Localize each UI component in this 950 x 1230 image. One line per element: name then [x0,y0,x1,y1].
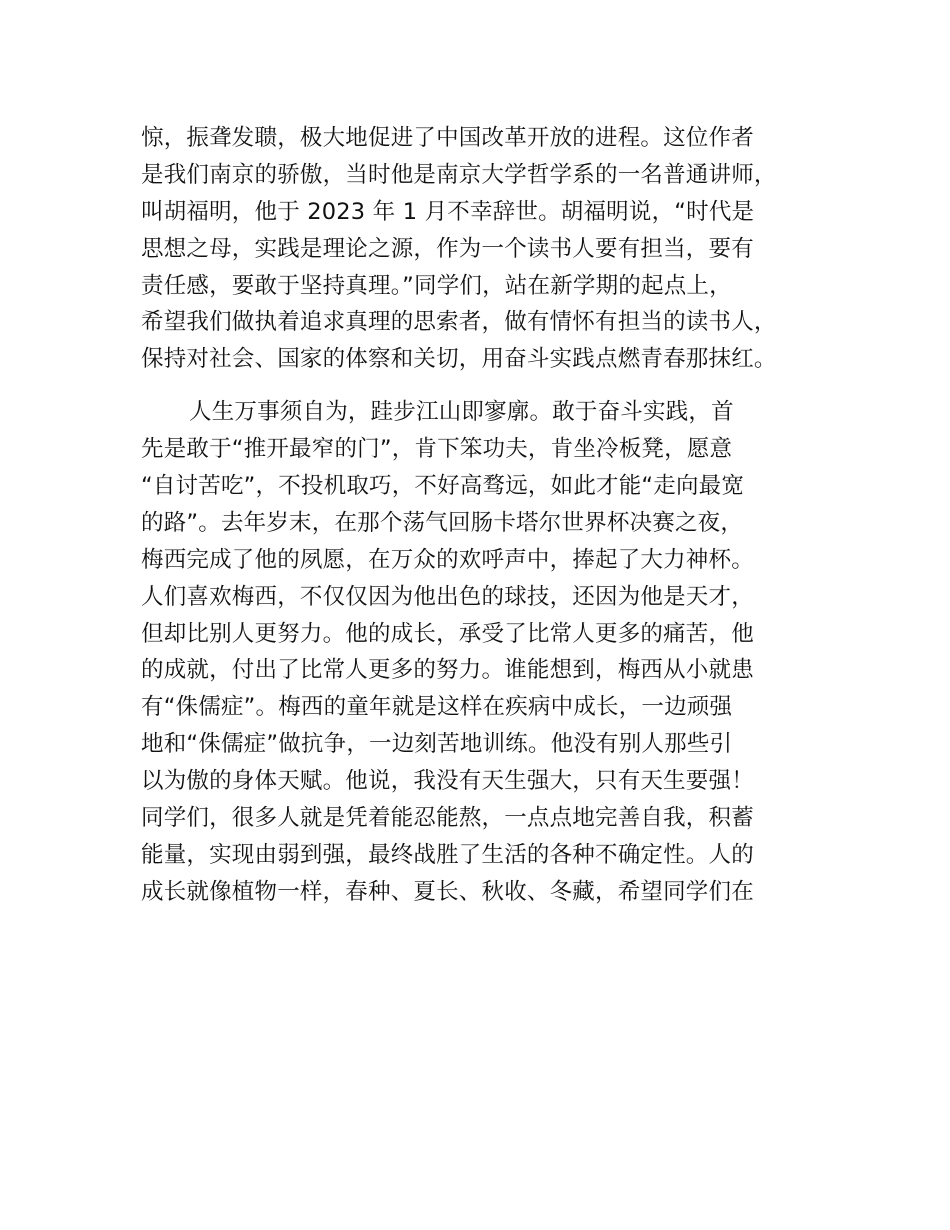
text-line: 思想之母，实践是理论之源，作为一个读书人要有担当，要有 [141,235,754,262]
text-line: 的成就，付出了比常人更多的努力。谁能想到，梅西从小就患 [141,657,754,684]
text-line: 希望我们做执着追求真理的思索者，做有情怀有担当的读书人， [141,309,777,336]
text-line: 先是敢于“推开最窄的门”，肯下笨功夫，肯坐冷板凳，愿意 [141,436,733,463]
text-line: 保持对社会、国家的体察和关切，用奋斗实践点燃青春那抹红。 [141,346,777,373]
text-line: 成长就像植物一样，春种、夏长、秋收、冬藏，希望同学们在 [141,878,754,905]
paragraph-1 [141,120,841,378]
text-line: 责任感，要敢于坚持真理。”同学们，站在新学期的起点上， [141,272,732,299]
text-line: “自讨苦吃”，不投机取巧，不好高骛远，如此才能“走向最宽 [141,473,745,500]
text-line: 人生万事须自为，跬步江山即寥廓。敢于奋斗实践，首 [189,399,734,426]
text-line: 惊，振聋发聩，极大地促进了中国改革开放的进程。这位作者 [141,125,754,151]
text-line: 地和“侏儒症”做抗争，一边刻苦地训练。他没有别人那些引 [141,731,733,758]
text-line: 是我们南京的骄傲，当时他是南京大学哲学系的一名普通讲师， [141,161,777,188]
text-line: 同学们，很多人就是凭着能忍能熬，一点点地完善自我，积蓄 [141,805,754,832]
paragraph-2 [141,394,841,910]
body-text [141,120,841,911]
text-line: 有“侏儒症”。梅西的童年就是这样在疾病中成长，一边顽强 [141,694,733,721]
text-line: 叫胡福明，他于 2023 年 1 月不幸辞世。胡福明说，“时代是 [141,198,755,225]
paragraph-spacer [141,378,841,394]
text-line: 的路”。去年岁末，在那个荡气回肠卡塔尔世界杯决赛之夜， [141,509,744,536]
text-line: 人们喜欢梅西，不仅仅因为他出色的球技，还因为他是天才， [141,583,754,610]
text-line: 但却比别人更努力。他的成长，承受了比常人更多的痛苦，他 [141,620,754,647]
text-line: 能量，实现由弱到强，最终战胜了生活的各种不确定性。人的 [141,841,754,868]
text-line: 以为傲的身体天赋。他说，我没有天生强大，只有天生要强！ [141,768,754,795]
text-line: 梅西完成了他的夙愿，在万众的欢呼声中，捧起了大力神杯。 [141,546,754,573]
